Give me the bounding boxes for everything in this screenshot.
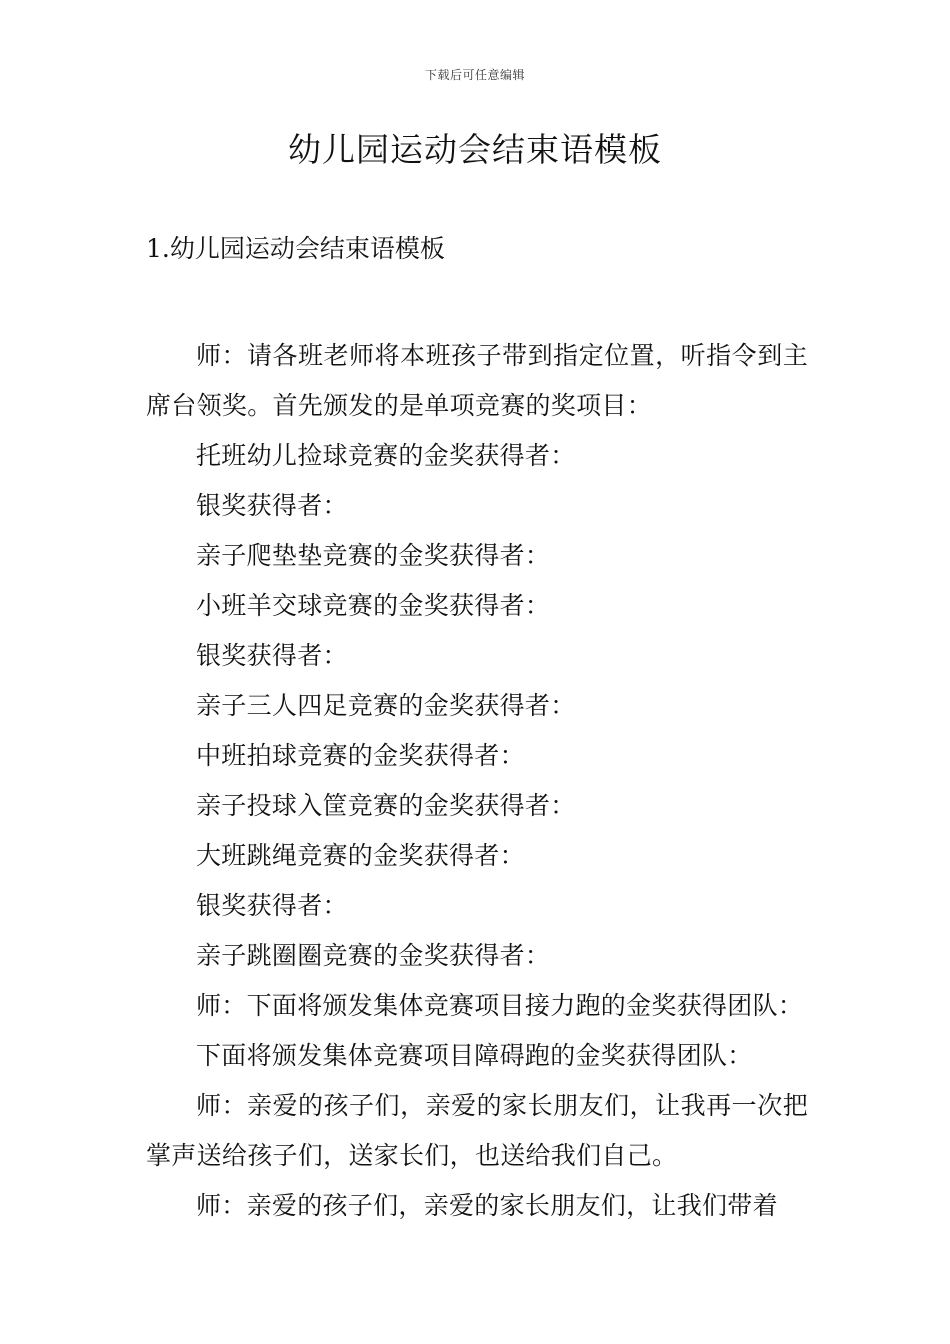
paragraph: 师：请各班老师将本班孩子带到指定位置，听指令到主席台领奖。首先颁发的是单项竞赛的奖项目： <box>146 341 808 420</box>
paragraph: 小班羊交球竞赛的金奖获得者： <box>196 591 551 620</box>
paragraph: 托班幼儿捡球竞赛的金奖获得者： <box>196 441 576 470</box>
paragraph: 下面将颁发集体竞赛项目障碍跑的金奖获得团队： <box>196 1041 753 1070</box>
document-body <box>146 331 808 1231</box>
document-title: 幼儿园运动会结束语模板 <box>288 130 662 169</box>
paragraph: 中班拍球竞赛的金奖获得者： <box>196 741 525 770</box>
paragraph: 师：下面将颁发集体竞赛项目接力跑的金奖获得团队： <box>196 991 804 1020</box>
paragraph: 银奖获得者： <box>196 491 348 520</box>
paragraph: 亲子投球入筐竞赛的金奖获得者： <box>196 791 576 820</box>
paragraph: 亲子跳圈圈竞赛的金奖获得者： <box>196 941 551 970</box>
section-heading: 1.幼儿园运动会结束语模板 <box>146 234 445 263</box>
paragraph: 亲子三人四足竞赛的金奖获得者： <box>196 691 576 720</box>
paragraph: 师：亲爱的孩子们，亲爱的家长朋友们，让我再一次把掌声送给孩子们，送家长们，也送给我们自己。 <box>146 1091 808 1170</box>
paragraph: 银奖获得者： <box>196 891 348 920</box>
paragraph: 师：亲爱的孩子们，亲爱的家长朋友们，让我们带着 <box>196 1191 778 1220</box>
paragraph: 大班跳绳竞赛的金奖获得者： <box>196 841 525 870</box>
header-note: 下载后可任意编辑 <box>424 68 525 82</box>
paragraph: 银奖获得者： <box>196 641 348 670</box>
paragraph: 亲子爬垫垫竞赛的金奖获得者： <box>196 541 551 570</box>
